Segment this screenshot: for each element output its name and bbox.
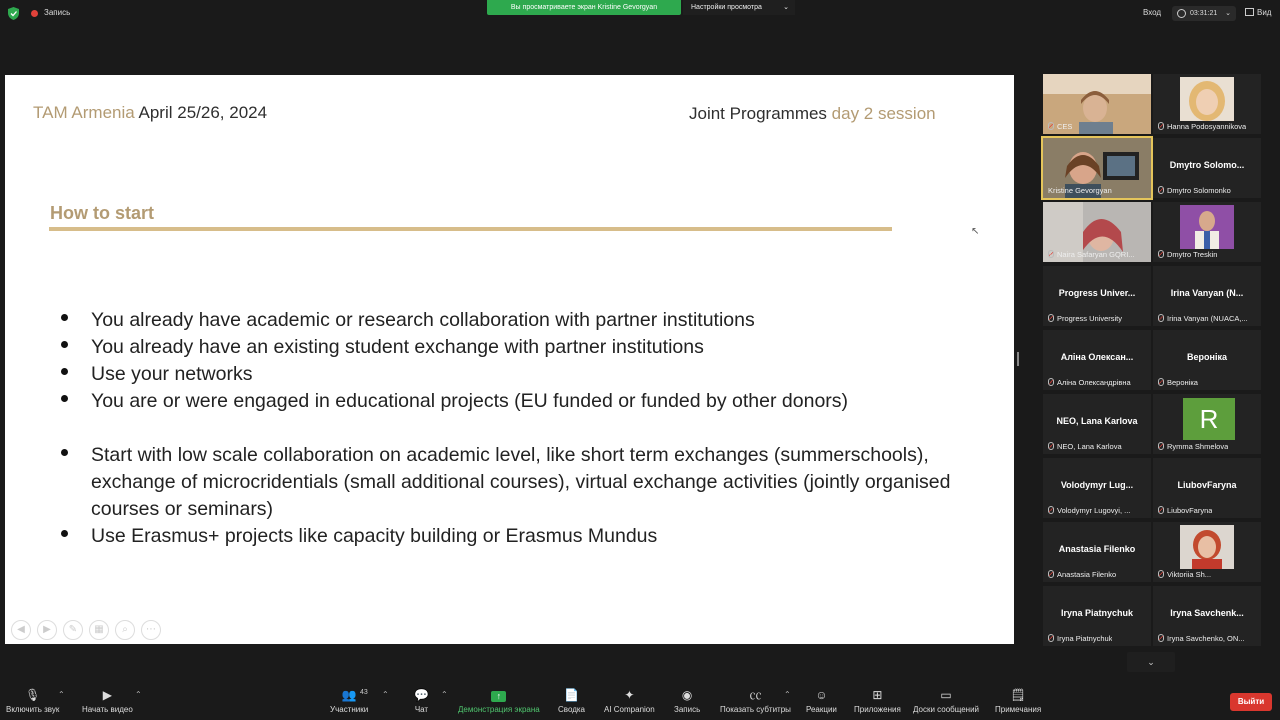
- muted-mic-icon: [1048, 442, 1054, 450]
- muted-mic-icon: [1048, 250, 1054, 258]
- view-settings-dropdown[interactable]: [683, 0, 795, 15]
- video-off-icon: ▶: [102, 688, 113, 702]
- notes-icon: 🗒: [1010, 688, 1026, 702]
- participant-tile[interactable]: [1153, 138, 1261, 198]
- participant-name-label: Anastasia Filenko: [1048, 570, 1116, 579]
- participant-name-label: Irina Vanyan (NUACA,...: [1158, 314, 1248, 323]
- muted-mic-icon: [1048, 122, 1054, 130]
- profile-photo: [1180, 525, 1234, 569]
- participant-tile[interactable]: [1153, 202, 1261, 262]
- document-icon: 📄: [564, 688, 579, 702]
- title-underline: [49, 227, 892, 231]
- muted-mic-icon: [1158, 314, 1164, 322]
- view-settings-label: Настройки просмотра: [691, 4, 762, 11]
- bullet-item: Use Erasmus+ projects like capacity building or Erasmus Mundus: [61, 523, 961, 550]
- participant-name-label: Viktoriia Sh...: [1158, 570, 1211, 579]
- participant-name-label: Rymma Shmelova: [1158, 442, 1228, 451]
- pen-icon[interactable]: ✎: [63, 620, 83, 640]
- whiteboard-icon: ▭: [940, 688, 952, 702]
- participant-name-label: LiubovFaryna: [1158, 506, 1212, 515]
- participant-name-label: Dmytro Solomonko: [1158, 186, 1231, 195]
- panel-resize-handle[interactable]: [1017, 352, 1019, 366]
- chevron-up-icon[interactable]: ⌃: [441, 690, 448, 699]
- muted-mic-icon: [1158, 570, 1164, 578]
- session-day: day 2 session: [831, 104, 936, 123]
- bullet-item: You are or were engaged in educational projects (EU funded or funded by other donors): [61, 388, 961, 415]
- participant-tile[interactable]: [1043, 394, 1151, 454]
- participant-tile[interactable]: [1043, 202, 1151, 262]
- participant-tile[interactable]: [1153, 522, 1261, 582]
- participant-name-label: Dmytro Treskin: [1158, 250, 1217, 259]
- participants-count: 43: [360, 689, 368, 696]
- participant-name-label: CES: [1048, 122, 1072, 131]
- muted-mic-icon: [1158, 122, 1164, 130]
- slide-header-left: [33, 103, 267, 123]
- cc-icon: ㏄: [749, 688, 762, 702]
- participant-name-label: Аліна Олександрівна: [1048, 378, 1131, 387]
- view-button[interactable]: [1245, 8, 1271, 17]
- apps-icon: ⊞: [872, 688, 883, 702]
- chat-button[interactable]: 💬 Чат ⌃: [414, 688, 448, 714]
- participant-tile[interactable]: [1153, 74, 1261, 134]
- participant-display-name: Volodymyr Lug...: [1060, 480, 1134, 490]
- participant-display-name: Anastasia Filenko: [1058, 544, 1136, 554]
- participant-display-name: LiubovFaryna: [1177, 480, 1237, 490]
- participant-name-label: Volodymyr Lugovyi, ...: [1048, 506, 1130, 515]
- session-topic: Joint Programmes: [689, 104, 827, 123]
- participant-name-label: Iryna Savchenko, ON...: [1158, 634, 1245, 643]
- participant-name-label: Вероніка: [1158, 378, 1198, 387]
- bullet-item: Use your networks: [61, 361, 961, 388]
- chevron-down-icon: ⌄: [1225, 10, 1231, 17]
- participant-name-label: Iryna Piatnychuk: [1048, 634, 1112, 643]
- zoom-icon[interactable]: ⌕: [115, 620, 135, 640]
- muted-mic-icon: [1048, 506, 1054, 514]
- muted-mic-icon: [1048, 314, 1054, 322]
- participant-name-label: Naira Safaryan GQRI...: [1048, 250, 1135, 259]
- gallery-next-page-button[interactable]: [1127, 652, 1175, 672]
- notes-button[interactable]: 🗒 Примечания: [995, 688, 1042, 714]
- participant-tile[interactable]: [1153, 458, 1261, 518]
- summary-button[interactable]: 📄 Сводка: [558, 688, 586, 714]
- share-screen-icon: ↑: [458, 688, 540, 702]
- participant-tile[interactable]: [1043, 522, 1151, 582]
- muted-mic-icon: [1048, 378, 1054, 386]
- clock-icon: [1177, 9, 1186, 18]
- muted-mic-icon: [1158, 378, 1164, 386]
- participant-display-name: Вероніка: [1187, 352, 1227, 362]
- chevron-down-icon: ⌄: [1147, 657, 1155, 667]
- reactions-button[interactable]: ☺ Реакции: [806, 688, 837, 714]
- timer-value: 03:31:21: [1190, 10, 1218, 17]
- muted-mic-icon: [1158, 442, 1164, 450]
- record-button[interactable]: ◉ Запись: [674, 688, 701, 714]
- chevron-up-icon[interactable]: ⌃: [58, 690, 65, 699]
- participant-tile[interactable]: [1153, 330, 1261, 390]
- muted-mic-icon: [1158, 186, 1164, 194]
- record-icon: ◉: [681, 688, 693, 702]
- recording-icon: [31, 10, 38, 17]
- people-icon: 👥: [341, 688, 357, 702]
- bullet-list: [61, 307, 961, 550]
- participant-display-name: NEO, Lana Karlova: [1056, 416, 1138, 426]
- participant-display-name: Iryna Savchenk...: [1170, 608, 1244, 618]
- muted-mic-icon: [1158, 506, 1164, 514]
- participant-tile[interactable]: [1043, 330, 1151, 390]
- participant-display-name: Irina Vanyan (N...: [1170, 288, 1244, 298]
- participant-display-name: Аліна Олексан...: [1060, 352, 1134, 362]
- participant-tile[interactable]: [1043, 458, 1151, 518]
- bullet-item: You already have an existing student exchange with partner institutions: [61, 334, 961, 361]
- ai-companion-button[interactable]: ✦ AI Companion: [604, 688, 655, 714]
- participant-display-name: Iryna Piatnychuk: [1060, 608, 1134, 618]
- muted-microphone-icon: 🎙: [25, 688, 41, 702]
- participant-display-name: Progress Univer...: [1058, 288, 1136, 298]
- chat-bubble-icon: 💬: [414, 688, 429, 702]
- participant-tile[interactable]: [1043, 74, 1151, 134]
- slide-controls: [11, 619, 167, 639]
- more-icon[interactable]: ⋯: [141, 620, 161, 640]
- participant-name-label: NEO, Lana Karlova: [1048, 442, 1122, 451]
- event-name: TAM Armenia: [33, 103, 135, 122]
- participant-display-name: Dmytro Solomo...: [1169, 160, 1245, 170]
- next-slide-icon[interactable]: ▶: [37, 620, 57, 640]
- view-label: Вид: [1257, 8, 1272, 17]
- bullet-item: Start with low scale collaboration on academic level, like short term exchanges (summerschools), exchange of microcridentials (small additional courses), virtual exchange activities (jointly organised courses or seminars): [61, 442, 961, 523]
- muted-mic-icon: [1048, 634, 1054, 642]
- security-shield-icon[interactable]: [8, 7, 19, 20]
- meeting-timer[interactable]: [1172, 6, 1236, 21]
- participants-button[interactable]: 👥 Участники 43 ⌃: [330, 688, 389, 714]
- event-date: April 25/26, 2024: [138, 103, 268, 122]
- slides-grid-icon[interactable]: ▦: [89, 620, 109, 640]
- emoji-icon: ☺: [815, 688, 828, 702]
- participant-name-label: Progress University: [1048, 314, 1122, 323]
- recording-label: Запись: [44, 8, 71, 17]
- apps-button[interactable]: ⊞ Приложения: [854, 688, 901, 714]
- participant-tile[interactable]: [1043, 266, 1151, 326]
- leave-meeting-button[interactable]: Выйти: [1230, 693, 1272, 711]
- participant-tile[interactable]: [1043, 586, 1151, 646]
- section-title: How to start: [50, 203, 155, 223]
- shared-slide: [5, 75, 1014, 644]
- profile-photo: [1180, 205, 1234, 249]
- start-video-button[interactable]: ▶ Начать видео ⌃: [82, 688, 142, 714]
- letter-avatar: R: [1183, 398, 1235, 440]
- show-captions-button[interactable]: ㏄ Показать субтитры ⌃: [720, 688, 791, 714]
- slide-header-right: [689, 104, 936, 124]
- participant-name-label: Kristine Gevorgyan: [1048, 186, 1112, 195]
- share-screen-button[interactable]: ↑ Демонстрация экрана: [458, 688, 540, 714]
- grid-view-icon: [1245, 8, 1254, 16]
- chevron-up-icon[interactable]: ⌃: [135, 690, 142, 699]
- participant-tile[interactable]: [1153, 266, 1261, 326]
- top-bar: [0, 0, 1280, 28]
- whiteboards-button[interactable]: ▭ Доски сообщений: [913, 688, 980, 714]
- enter-button[interactable]: Вход: [1143, 8, 1162, 17]
- sparkle-icon: ✦: [624, 688, 635, 702]
- bullet-item: You already have academic or research collaboration with partner institutions: [61, 307, 961, 334]
- participant-name-label: Hanna Podosyannikova: [1158, 122, 1246, 131]
- muted-mic-icon: [1048, 570, 1054, 578]
- chevron-up-icon[interactable]: ⌃: [784, 690, 791, 699]
- screen-share-banner: Вы просматриваете экран Kristine Gevorgyan: [487, 0, 681, 15]
- muted-mic-icon: [1158, 250, 1164, 258]
- participant-tile[interactable]: [1153, 394, 1261, 454]
- participant-tile[interactable]: [1153, 586, 1261, 646]
- mouse-cursor-icon: ↖: [971, 226, 980, 237]
- chevron-down-icon: ⌄: [783, 4, 789, 11]
- profile-photo: [1180, 77, 1234, 121]
- muted-mic-icon: [1158, 634, 1164, 642]
- chevron-up-icon[interactable]: ⌃: [382, 690, 389, 699]
- unmute-button[interactable]: 🎙 Включить звук ⌃: [6, 688, 65, 714]
- participant-tile-active-speaker[interactable]: [1043, 138, 1151, 198]
- previous-slide-icon[interactable]: ◀: [11, 620, 31, 640]
- meeting-toolbar: [0, 680, 1280, 720]
